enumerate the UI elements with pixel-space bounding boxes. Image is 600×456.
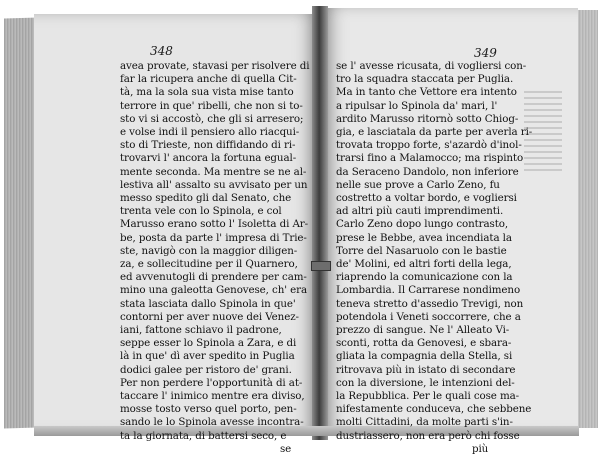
text-line: prezzo di sangue. Ne l' Alleato Vi- — [336, 324, 510, 337]
text-line: ritrovava più in istato di secondare — [336, 363, 516, 376]
text-line: trovata troppo forte, s'azardò d'inol- — [336, 139, 522, 152]
text-line: mosse tosto verso quel porto, pen- — [120, 403, 297, 416]
text-line: prese le Bebbe, avea incendiata la — [336, 231, 512, 244]
text-line: con la diversione, le intenzioni del- — [336, 376, 515, 389]
text-line: za, e sollecitudine per il Quarnero, — [120, 258, 298, 271]
text-line: trarsi fino a Malamocco; ma rispinto — [336, 152, 524, 165]
text-line: avea provate, stavasi per risolvere di — [120, 60, 310, 72]
text-line: Carlo Zeno dopo lungo contrasto, — [336, 218, 509, 231]
text-line: tà, ma la sola sua vista mise tanto — [120, 86, 294, 99]
text-line: messo spedito gli dal Senato, che — [120, 192, 292, 205]
text-line: potendola i Veneti soccorrere, che a — [336, 310, 521, 323]
text-line: sando le lo Spinola avesse incontra- — [120, 416, 304, 429]
text-line: de' Molini, ed altri forti della lega, — [336, 258, 512, 271]
text-line: molti Cittadini, da molte parti s'in- — [336, 416, 513, 429]
text-line: taccare l' inimico mentre era diviso, — [120, 390, 305, 403]
text-line: se — [280, 442, 292, 455]
text-line: ed avvenutogli di prendere per cam- — [120, 271, 307, 284]
binding-clip — [311, 261, 331, 271]
text-line: Marusso erano sotto l' Isoletta di Ar- — [120, 218, 308, 231]
page-edges-left — [4, 18, 38, 429]
text-line: riaprendo la comunicazione con la — [336, 271, 513, 284]
text-line: iani, fattone schiavo il padrone, — [120, 324, 282, 337]
text-line: trenta vele con lo Spinola, e col — [120, 205, 282, 218]
text-line: a ripulsar lo Spinola da' mari, l' — [336, 99, 498, 112]
text-line: gia, e lasciatala da parte per averla ri- — [336, 126, 533, 139]
text-line: dodici galee per ristoro de' grani. — [120, 363, 292, 376]
text-line: ste, navigò con la maggior diligen- — [120, 244, 298, 257]
text-line: là in que' dì aver spedito in Puglia — [120, 350, 295, 363]
text-line: sto vi si accostò, che gli si arresero; — [120, 112, 304, 125]
left-page-number: 348 — [150, 44, 173, 58]
text-line: ad altri più cauti imprendimenti. — [336, 205, 504, 218]
text-line: Lombardia. Il Carrarese nondimeno — [336, 284, 521, 297]
book-gutter — [312, 6, 328, 440]
text-line: da Seraceno Dandolo, non inferiore — [336, 165, 519, 178]
text-line: costretto a voltar bordo, e vogliersi — [336, 192, 517, 205]
text-line: ardito Marusso ritornò sotto Chiog- — [336, 112, 519, 125]
right-page-text — [336, 60, 532, 456]
text-line: nelle sue prove a Carlo Zeno, fu — [336, 178, 500, 191]
text-line: tro la squadra staccata per Puglia. — [336, 73, 514, 86]
text-line: e volse indi il pensiero allo riacqui- — [120, 126, 300, 139]
text-line: se l' avesse ricusata, di vogliersi con- — [336, 60, 527, 72]
text-line: terrore in que' ribelli, che non si to- — [120, 99, 303, 112]
text-line: mente seconda. Ma mentre se ne al- — [120, 165, 307, 178]
text-line: dustriassero, non era però chi fosse — [336, 429, 520, 442]
text-line: Ma in tanto che Vettore era intento — [336, 86, 517, 99]
text-line: stata lasciata dallo Spinola in que' — [120, 297, 296, 310]
text-line: sconti, rotta da Genovesi, e sbara- — [336, 337, 512, 350]
text-line: nifestamente conduceva, che sebbene — [336, 403, 532, 416]
text-line: contorni per aver nuove dei Venez- — [120, 310, 299, 323]
text-line: Per non perdere l'opportunità di at- — [120, 376, 303, 389]
text-line: far la ricupera anche di quella Cit- — [120, 73, 297, 86]
text-line: teneva stretto d'assedio Trevigi, non — [336, 297, 524, 310]
left-page-text — [120, 60, 309, 456]
right-page-number: 349 — [474, 46, 497, 60]
page-edges-right — [576, 10, 598, 428]
text-line: mino una galeotta Genovese, ch' era — [120, 284, 307, 297]
text-line: be, posta da parte l' impresa di Trie- — [120, 231, 307, 244]
text-line: Torre del Nasaruolo con le bastie — [336, 244, 507, 257]
text-line: trovarvi l' ancora la fortuna egual- — [120, 152, 297, 165]
text-line: gliata la compagnia della Stella, si — [336, 350, 513, 363]
text-line: seppe esser lo Spinola a Zara, e di — [120, 337, 297, 350]
text-line: lestiva all' assalto su avvisato per un — [120, 178, 308, 191]
text-line: ta la giornata, di battersi seco, e — [120, 429, 287, 442]
text-line: più — [472, 442, 489, 455]
text-line: la Repubblica. Per le quali cose ma- — [336, 390, 520, 403]
text-line: sto di Trieste, non diffidando di ri- — [120, 139, 296, 152]
